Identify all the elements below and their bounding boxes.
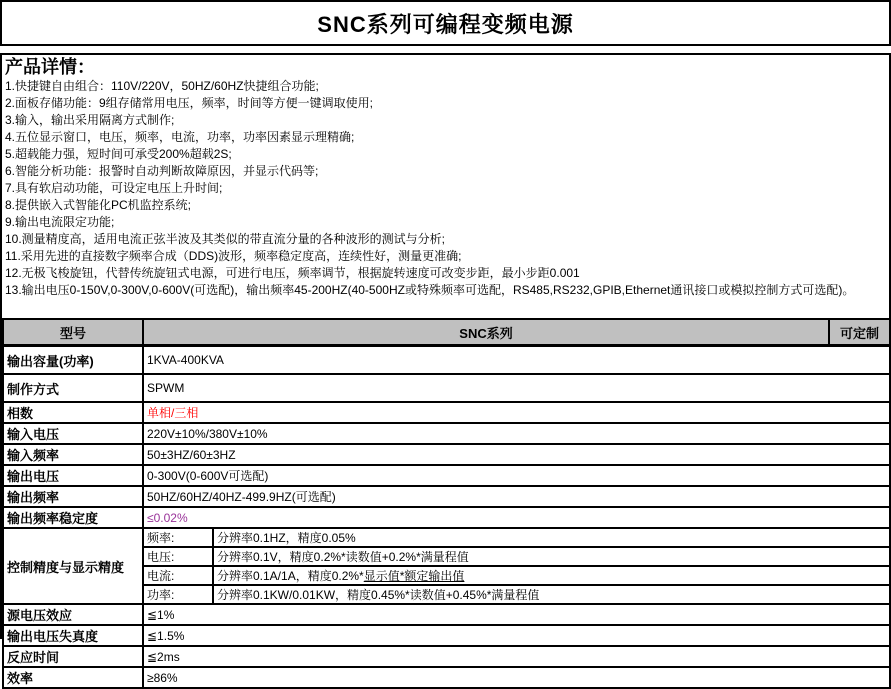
precision-text-underlined: 显示值*额定输出值 (363, 569, 465, 583)
detail-item: 6.智能分析功能：报警时自动判断故障原因，并显示代码等; (5, 164, 319, 178)
table-row-frequency-stability (3, 507, 890, 528)
precision-text: 分辨率0.1V，精度0.2%*读数值+0.2%*满量程值 (217, 550, 469, 564)
row-label: 输入频率 (3, 444, 143, 465)
table-row-output-distortion (3, 625, 890, 646)
detail-item: 5.超载能力强，短时间可承受200%超载2S; (5, 147, 232, 161)
row-label: 输出电压失真度 (3, 625, 143, 646)
precision-sub-value (213, 528, 890, 547)
row-label: 输出容量(功率) (3, 346, 143, 375)
precision-sub-value (213, 547, 890, 566)
row-label: 源电压效应 (3, 604, 143, 625)
row-value: 1KVA-400KVA (143, 346, 890, 375)
detail-item: 9.输出电流限定功能; (5, 215, 115, 229)
row-value: SPWM (143, 374, 890, 402)
row-value-stability: ≤0.02% (143, 507, 890, 528)
precision-text: 分辨率0.1A/1A，精度0.2%* (217, 569, 364, 583)
table-row-fabrication (3, 374, 890, 402)
table-row-response-time (3, 646, 890, 667)
precision-sub-label: 功率: (143, 585, 213, 604)
detail-item: 2.面板存储功能：9组存储常用电压，频率，时间等方便一键调取使用; (5, 96, 374, 110)
header-customizable: 可定制 (829, 319, 890, 346)
row-value: 50HZ/60HZ/40HZ-499.9HZ(可选配) (143, 486, 890, 507)
detail-item: 4.五位显示窗口，电压，频率，电流，功率，功率因素显示理精确; (5, 130, 355, 144)
precision-sub-value (213, 585, 890, 604)
table-row-input-voltage (3, 423, 890, 444)
detail-item: 8.提供嵌入式智能化PC机监控系统; (5, 198, 192, 212)
main-content-box (0, 53, 891, 686)
row-label: 制作方式 (3, 374, 143, 402)
detail-item: 13.输出电压0-150V,0-300V,0-600V(可选配)，输出频率45-200HZ(40-500HZ或特殊频率可选配，RS485,RS232,GPIB,Ethernet通讯接口或模拟控制方式可选配)。 (5, 283, 855, 297)
row-value: ≦2ms (143, 646, 890, 667)
row-value-phase: 单相/三相 (143, 402, 890, 423)
row-label: 效率 (3, 667, 143, 688)
precision-sub-value (213, 566, 890, 585)
row-value: 220V±10%/380V±10% (143, 423, 890, 444)
table-row-output-capacity (3, 346, 890, 375)
detail-item: 3.输入，输出采用隔离方式制作; (5, 113, 175, 127)
header-series: SNC系列 (143, 319, 829, 346)
table-header-row (3, 319, 890, 346)
precision-text: 分辨率0.1HZ，精度0.05% (217, 531, 356, 545)
table-row-phase (3, 402, 890, 423)
row-label: 反应时间 (3, 646, 143, 667)
precision-sub-label: 频率: (143, 528, 213, 547)
table-row-input-frequency (3, 444, 890, 465)
row-value: 0-300V(0-600V可选配) (143, 465, 890, 486)
row-value: ≥86% (143, 667, 890, 688)
table-row-precision-frequency (3, 528, 890, 547)
row-label: 输入电压 (3, 423, 143, 444)
product-details-section (2, 55, 889, 318)
header-model: 型号 (3, 319, 143, 346)
row-label: 输出频率稳定度 (3, 507, 143, 528)
detail-item: 11.采用先进的直接数字频率合成（DDS)波形，频率稳定度高，连续性好，测量更准确; (5, 249, 462, 263)
detail-item: 10.测量精度高，适用电流正弦半波及其类似的带直流分量的各种波形的测试与分析; (5, 232, 446, 246)
row-label: 相数 (3, 402, 143, 423)
row-value: ≦1% (143, 604, 890, 625)
table-row-source-voltage-effect (3, 604, 890, 625)
row-label: 输出电压 (3, 465, 143, 486)
details-heading: 产品详情： (5, 57, 95, 77)
row-value: 50±3HZ/60±3HZ (143, 444, 890, 465)
row-label: 输出频率 (3, 486, 143, 507)
spec-table (2, 318, 891, 689)
page-title: SNC系列可编程变频电源 (317, 11, 574, 37)
precision-sub-label: 电压: (143, 547, 213, 566)
row-value: ≦1.5% (143, 625, 890, 646)
detail-item: 12.无极飞梭旋钮，代替传统旋钮式电源，可进行电压，频率调节，根据旋转速度可改变步距，最小步距0.001 (5, 266, 580, 280)
precision-text: 分辨率0.1KW/0.01KW，精度0.45%*读数值+0.45%*满量程值 (217, 588, 540, 602)
table-row-output-frequency (3, 486, 890, 507)
table-row-efficiency (3, 667, 890, 688)
table-row-output-voltage (3, 465, 890, 486)
precision-sub-label: 电流: (143, 566, 213, 585)
title-box (0, 0, 891, 46)
detail-item: 1.快捷键自由组合：110V/220V，50HZ/60HZ快捷组合功能; (5, 79, 319, 93)
detail-item: 7.具有软启动功能，可设定电压上升时间; (5, 181, 223, 195)
precision-group-label: 控制精度与显示精度 (3, 528, 143, 604)
